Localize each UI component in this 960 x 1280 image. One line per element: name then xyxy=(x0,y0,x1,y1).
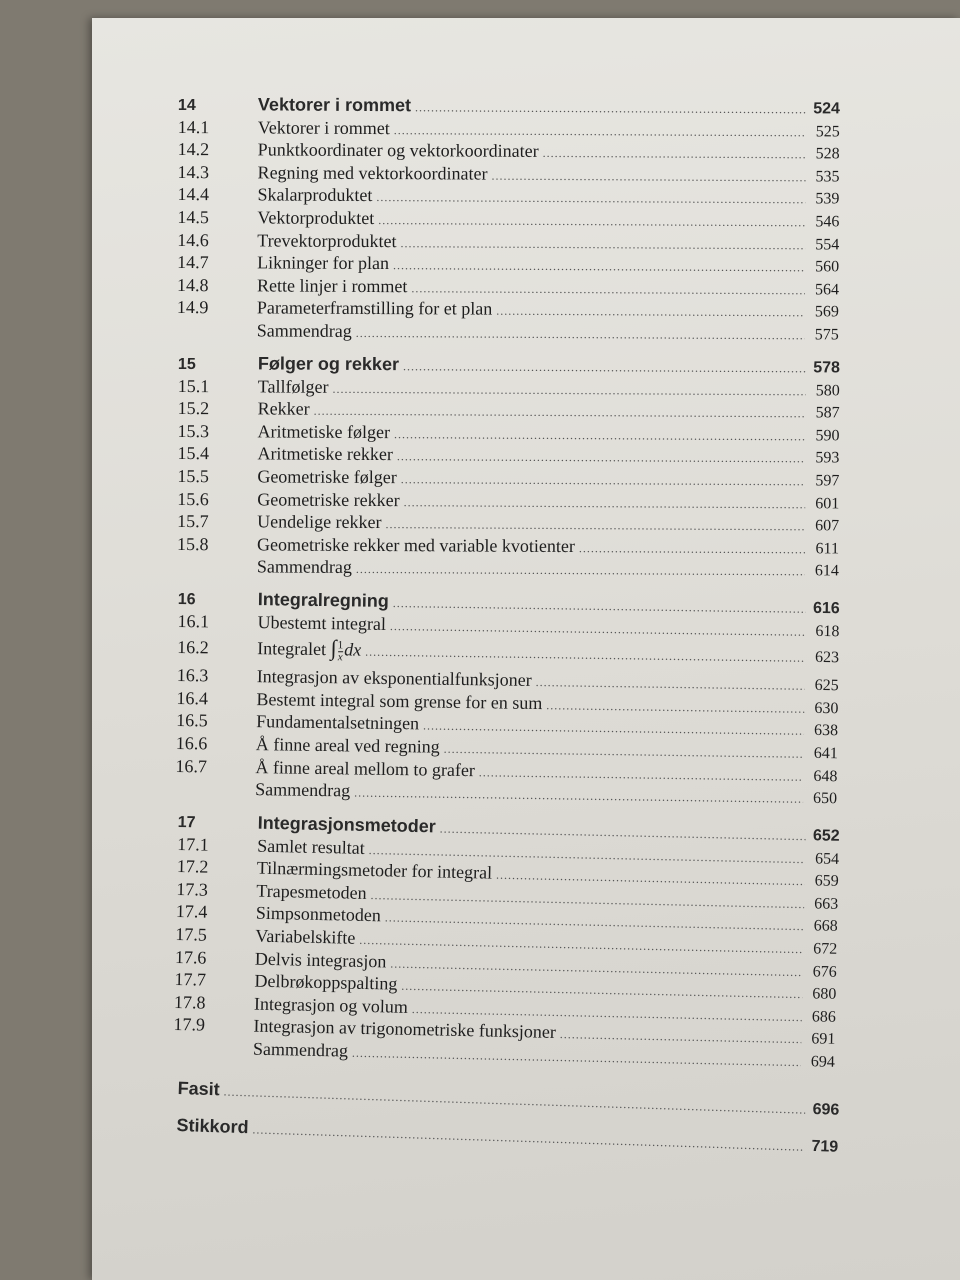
section-number: 17.2 xyxy=(176,856,209,878)
chapter-title: Vektorer i rommet xyxy=(257,94,412,116)
chapter-number: 16 xyxy=(177,591,196,609)
page-number: 652 xyxy=(812,827,840,846)
section-title: Ubestemt integral xyxy=(257,612,387,634)
section-title: Variabelskifte xyxy=(255,925,356,948)
leader-dots xyxy=(378,213,805,230)
section-title: Likninger for plan xyxy=(257,252,390,274)
table-of-contents xyxy=(173,94,840,1156)
section-number: 15.7 xyxy=(177,510,209,531)
leader-dots xyxy=(403,359,806,376)
toc-entry-summary xyxy=(177,556,839,582)
section-number: 14.5 xyxy=(177,206,209,228)
section-number: 14.1 xyxy=(177,116,210,137)
section-title: Sammendrag xyxy=(252,1038,349,1061)
integral-sign: ∫ xyxy=(330,635,337,661)
leader-dots xyxy=(394,426,806,443)
page-number: 659 xyxy=(814,872,839,891)
leader-dots xyxy=(491,168,805,185)
section-title: Delvis integrasjon xyxy=(254,948,387,972)
section-number: 14.2 xyxy=(177,139,210,160)
section-number: 14.3 xyxy=(177,161,210,182)
page-number: 680 xyxy=(812,985,837,1004)
section-number: 16.5 xyxy=(176,710,208,732)
chapter-number: 14 xyxy=(177,96,196,115)
section-title: Bestemt integral som grense for en sum xyxy=(256,689,543,714)
leader-dots xyxy=(401,472,806,489)
leader-dots xyxy=(332,381,805,398)
section-title: Sammendrag xyxy=(255,779,351,802)
back-matter xyxy=(176,1078,840,1158)
section-title: Å finne areal mellom to grafer xyxy=(255,757,476,781)
toc-entry xyxy=(178,420,840,446)
toc-entry xyxy=(177,443,839,469)
page-number: 564 xyxy=(814,281,840,299)
leader-dots xyxy=(479,765,804,785)
section-title: Trapesmetoden xyxy=(256,880,367,903)
chapter-heading xyxy=(178,353,840,379)
page-number: 719 xyxy=(811,1137,839,1156)
section-title: Simpsonmetoden xyxy=(255,903,382,926)
section-number: 16.2 xyxy=(177,637,209,659)
page-number: 654 xyxy=(814,850,840,868)
toc-entry xyxy=(177,488,839,514)
section-title: Integrasjon av trigonometriske funksjoner xyxy=(253,1016,557,1043)
section-title: Rekker xyxy=(257,398,310,419)
section-title: Sammendrag xyxy=(256,556,352,577)
page-number: 560 xyxy=(815,258,840,276)
leader-dots xyxy=(314,403,806,421)
section-number: 14.9 xyxy=(176,297,209,318)
page-number: 623 xyxy=(814,649,840,667)
section-number: 14.6 xyxy=(177,229,209,250)
page-number: 616 xyxy=(812,600,840,618)
section-number: 14.8 xyxy=(176,274,209,295)
section-number: 14.4 xyxy=(177,184,210,205)
page-number: 587 xyxy=(815,404,840,422)
section-number: 15.4 xyxy=(177,442,210,464)
section-number: 15.5 xyxy=(177,465,209,486)
page-number: 676 xyxy=(812,963,837,981)
leader-dots xyxy=(496,304,805,321)
chapter-16 xyxy=(175,588,840,810)
section-number: 16.1 xyxy=(177,611,210,632)
toc-entry xyxy=(177,465,839,491)
chapter-17 xyxy=(173,811,840,1073)
section-number xyxy=(173,1053,253,1055)
section-title: Trevektorproduktet xyxy=(257,229,397,251)
page-number: 625 xyxy=(814,677,839,695)
stikkord-title: Stikkord xyxy=(176,1114,249,1137)
section-number: 15.3 xyxy=(177,420,210,441)
page-number: 601 xyxy=(815,494,840,512)
leader-dots xyxy=(579,540,805,556)
section-title: Geometriske følger xyxy=(257,465,397,487)
section-number: 16.4 xyxy=(176,688,209,709)
page-number: 663 xyxy=(814,895,839,913)
page-number: 569 xyxy=(814,303,839,321)
section-title: Integrasjon og volum xyxy=(253,993,409,1017)
section-title: Tallfølger xyxy=(257,375,329,396)
section-number: 16.7 xyxy=(175,756,208,777)
page-number: 593 xyxy=(815,449,840,467)
section-title: Uendelige rekker xyxy=(257,511,382,532)
chapter-title: Integralregning xyxy=(257,589,389,612)
fraction xyxy=(337,640,343,663)
page-number: 524 xyxy=(813,100,840,118)
fasit-title: Fasit xyxy=(177,1077,220,1100)
page-number: 546 xyxy=(815,213,840,231)
page-number: 575 xyxy=(814,326,839,344)
section-title: Tilnærmingsmetoder for integral xyxy=(256,858,493,883)
toc-entry xyxy=(177,511,839,537)
leader-dots xyxy=(415,100,806,117)
page-number: 590 xyxy=(815,426,840,444)
toc-entry-fasit xyxy=(177,1078,839,1121)
section-number: 17.6 xyxy=(174,946,207,968)
section-number: 17.1 xyxy=(177,833,210,855)
page-number: 535 xyxy=(815,168,840,186)
page-number: 554 xyxy=(815,235,840,254)
page-number: 641 xyxy=(813,745,838,763)
leader-dots xyxy=(394,123,806,140)
section-title: Delbrøkoppspalting xyxy=(254,971,398,995)
leader-dots xyxy=(411,281,805,298)
leader-dots xyxy=(546,698,804,717)
section-title: Integralet xyxy=(257,638,327,660)
section-title-with-formula xyxy=(257,635,361,664)
section-title: Samlet resultat xyxy=(257,835,365,858)
page-number: 607 xyxy=(815,517,840,535)
section-number xyxy=(175,795,255,796)
section-title: Regning med vektorkoordinater xyxy=(257,162,488,184)
toc-entry xyxy=(178,375,840,401)
section-number: 17.4 xyxy=(175,901,208,923)
page-number: 686 xyxy=(811,1008,837,1026)
section-title: Skalarproduktet xyxy=(257,184,373,206)
page-number: 672 xyxy=(813,940,838,959)
page-number: 696 xyxy=(812,1100,840,1119)
leader-dots xyxy=(356,562,805,579)
page-number: 614 xyxy=(814,562,839,580)
page-number: 648 xyxy=(813,767,838,786)
section-title: Aritmetiske rekker xyxy=(257,443,393,465)
fraction-numerator: 1 xyxy=(337,639,344,652)
section-number: 15.8 xyxy=(176,533,209,554)
page-number: 691 xyxy=(811,1030,836,1049)
leader-dots xyxy=(543,146,806,162)
leader-dots xyxy=(536,676,805,695)
page-number: 578 xyxy=(813,358,840,376)
leader-dots xyxy=(356,326,805,343)
section-title: Geometriske rekker med variable kvotienter xyxy=(256,533,575,556)
leader-dots xyxy=(376,190,805,207)
section-title: Rette linjer i rommet xyxy=(256,275,408,296)
chapter-number: 17 xyxy=(177,814,196,832)
section-title: Å finne areal ved regning xyxy=(255,734,440,758)
section-title: Vektorproduktet xyxy=(257,207,375,228)
page-number: 618 xyxy=(815,622,840,641)
toc-entry xyxy=(177,533,839,559)
section-number: 17.7 xyxy=(174,969,207,990)
section-number: 15.1 xyxy=(177,375,210,396)
section-title: Punktkoordinater og vektorkoordinater xyxy=(257,139,539,162)
section-number: 16.6 xyxy=(175,733,208,754)
leader-dots xyxy=(404,494,806,511)
leader-dots xyxy=(393,258,805,275)
section-title: Integrasjon av eksponentialfunksjoner xyxy=(256,666,532,691)
section-number: 15.2 xyxy=(177,397,210,418)
page-number: 597 xyxy=(815,471,840,489)
chapter-title: Integrasjonsmetoder xyxy=(257,812,436,837)
leader-dots xyxy=(386,517,806,534)
section-title: Vektorer i rommet xyxy=(257,117,390,138)
section-title: Parameterframstilling for et plan xyxy=(256,297,493,319)
section-number: 17.8 xyxy=(173,991,206,1013)
leader-dots xyxy=(401,236,806,253)
toc-entry xyxy=(178,398,840,424)
section-number: 17.5 xyxy=(175,924,208,945)
page-number: 638 xyxy=(813,722,839,741)
dx: dx xyxy=(344,639,362,661)
section-title: Sammendrag xyxy=(256,320,352,341)
toc-entry-summary xyxy=(177,320,839,346)
leader-dots xyxy=(397,449,806,466)
page-number: 539 xyxy=(815,190,840,208)
page-number: 525 xyxy=(815,122,840,141)
section-number: 16.3 xyxy=(176,665,209,687)
leader-dots xyxy=(365,645,805,666)
chapter-title: Følger og rekker xyxy=(257,352,400,374)
chapter-15 xyxy=(177,353,840,582)
leader-dots xyxy=(560,1028,802,1048)
page-number: 694 xyxy=(810,1053,836,1071)
fraction-denominator: x xyxy=(337,651,343,664)
leader-dots xyxy=(352,1046,801,1070)
leader-dots xyxy=(354,786,803,807)
chapter-number: 15 xyxy=(177,355,196,373)
page-number: 668 xyxy=(813,917,838,936)
section-number: 17.9 xyxy=(173,1014,206,1036)
page-number: 611 xyxy=(815,539,840,557)
page-number: 650 xyxy=(813,790,838,808)
page-number: 630 xyxy=(814,700,839,718)
section-number: 17.3 xyxy=(176,878,209,900)
section-title: Fundamentalsetningen xyxy=(256,711,420,735)
page-number: 528 xyxy=(815,145,840,163)
section-title: Aritmetiske følger xyxy=(257,420,391,442)
page-number: 580 xyxy=(815,381,840,399)
section-number: 14.7 xyxy=(177,252,209,273)
section-number: 15.6 xyxy=(177,488,209,509)
section-title: Geometriske rekker xyxy=(257,488,400,510)
chapter-14 xyxy=(177,94,840,346)
leader-dots xyxy=(223,1084,805,1117)
